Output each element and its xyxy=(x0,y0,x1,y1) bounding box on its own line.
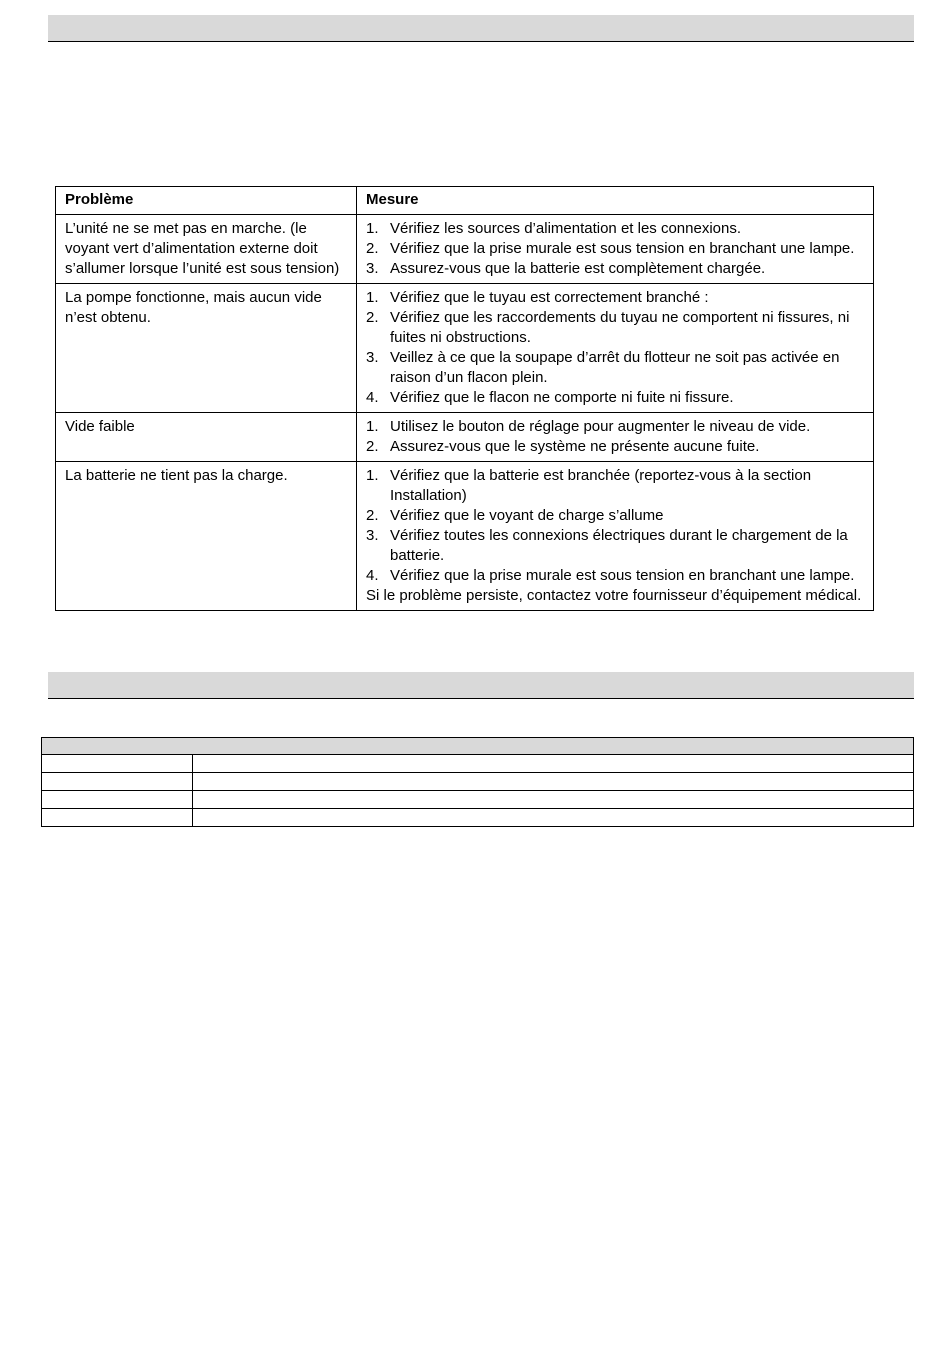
action-step xyxy=(366,466,864,506)
spec-table-header-row xyxy=(42,738,914,755)
spec-value-cell xyxy=(193,755,914,773)
step-number: 1. xyxy=(366,467,379,484)
step-number: 4. xyxy=(366,389,379,406)
step-number: 3. xyxy=(366,527,379,544)
problem-column-header: Problème xyxy=(56,187,357,215)
spec-table-header-cell xyxy=(42,738,914,755)
specification-table xyxy=(41,737,914,827)
problem-cell: L’unité ne se met pas en marche. (le voyant vert d’alimentation externe doit s’allumer lorsque l’unité est sous tension) xyxy=(56,215,357,284)
action-steps-list xyxy=(366,288,864,408)
spec-table-row xyxy=(42,809,914,827)
step-number: 1. xyxy=(366,418,379,435)
step-number: 3. xyxy=(366,260,379,277)
step-number: 1. xyxy=(366,289,379,306)
spec-table-row xyxy=(42,755,914,773)
step-text: Vérifiez que le tuyau est correctement branché : xyxy=(390,289,709,306)
step-number: 3. xyxy=(366,349,379,366)
action-steps-list xyxy=(366,219,864,279)
step-text: Assurez-vous que la batterie est complètement chargée. xyxy=(390,260,766,277)
action-cell xyxy=(357,413,874,462)
spec-value-cell xyxy=(193,809,914,827)
action-step xyxy=(366,566,864,586)
action-step xyxy=(366,288,864,308)
spec-value-cell xyxy=(193,773,914,791)
table-row xyxy=(56,462,874,611)
table-header-row xyxy=(56,187,874,215)
section-header-bar xyxy=(48,672,914,699)
spec-label-cell xyxy=(42,791,193,809)
step-text: Vérifiez les sources d’alimentation et les connexions. xyxy=(390,220,742,237)
action-column-header: Mesure xyxy=(357,187,874,215)
section-header-bar xyxy=(48,15,914,42)
action-steps-list xyxy=(366,466,864,586)
step-number: 4. xyxy=(366,567,379,584)
problem-cell: Vide faible xyxy=(56,413,357,462)
step-text: Utilisez le bouton de réglage pour augmenter le niveau de vide. xyxy=(390,418,811,435)
step-number: 2. xyxy=(366,507,379,524)
table-row xyxy=(56,284,874,413)
spec-label-cell xyxy=(42,809,193,827)
step-number: 2. xyxy=(366,240,379,257)
action-steps-list xyxy=(366,417,864,457)
spec-label-cell xyxy=(42,755,193,773)
step-number: 1. xyxy=(366,220,379,237)
problem-cell: La batterie ne tient pas la charge. xyxy=(56,462,357,611)
action-cell xyxy=(357,215,874,284)
step-text: Vérifiez toutes les connexions électriques durant le chargement de la batterie. xyxy=(390,527,848,564)
step-text: Vérifiez que les raccordements du tuyau ne comportent ni fissures, ni fuites ni obstructions. xyxy=(390,309,850,346)
action-step xyxy=(366,348,864,388)
spec-table-row xyxy=(42,773,914,791)
spec-label-cell xyxy=(42,773,193,791)
action-step xyxy=(366,437,864,457)
step-number: 2. xyxy=(366,309,379,326)
action-step xyxy=(366,259,864,279)
action-step xyxy=(366,308,864,348)
step-text: Vérifiez que la batterie est branchée (reportez-vous à la section Installation) xyxy=(390,467,812,504)
troubleshooting-table xyxy=(55,186,874,611)
support-note: Si le problème persiste, contactez votre fournisseur d’équipement médical. xyxy=(366,587,862,604)
step-text: Vérifiez que la prise murale est sous tension en branchant une lampe. xyxy=(390,240,855,257)
action-step xyxy=(366,417,864,437)
action-step xyxy=(366,219,864,239)
action-cell xyxy=(357,462,874,611)
step-text: Vérifiez que le voyant de charge s’allume xyxy=(390,507,664,524)
action-step xyxy=(366,239,864,259)
action-step xyxy=(366,388,864,408)
problem-cell: La pompe fonctionne, mais aucun vide n’est obtenu. xyxy=(56,284,357,413)
action-step xyxy=(366,506,864,526)
spec-table-row xyxy=(42,791,914,809)
step-text: Assurez-vous que le système ne présente aucune fuite. xyxy=(390,438,760,455)
action-step xyxy=(366,526,864,566)
action-cell xyxy=(357,284,874,413)
spec-value-cell xyxy=(193,791,914,809)
table-row xyxy=(56,215,874,284)
step-text: Vérifiez que la prise murale est sous tension en branchant une lampe. xyxy=(390,567,855,584)
step-text: Veillez à ce que la soupape d’arrêt du flotteur ne soit pas activée en raison d’un flacon plein. xyxy=(390,349,840,386)
table-row xyxy=(56,413,874,462)
step-number: 2. xyxy=(366,438,379,455)
step-text: Vérifiez que le flacon ne comporte ni fuite ni fissure. xyxy=(390,389,734,406)
